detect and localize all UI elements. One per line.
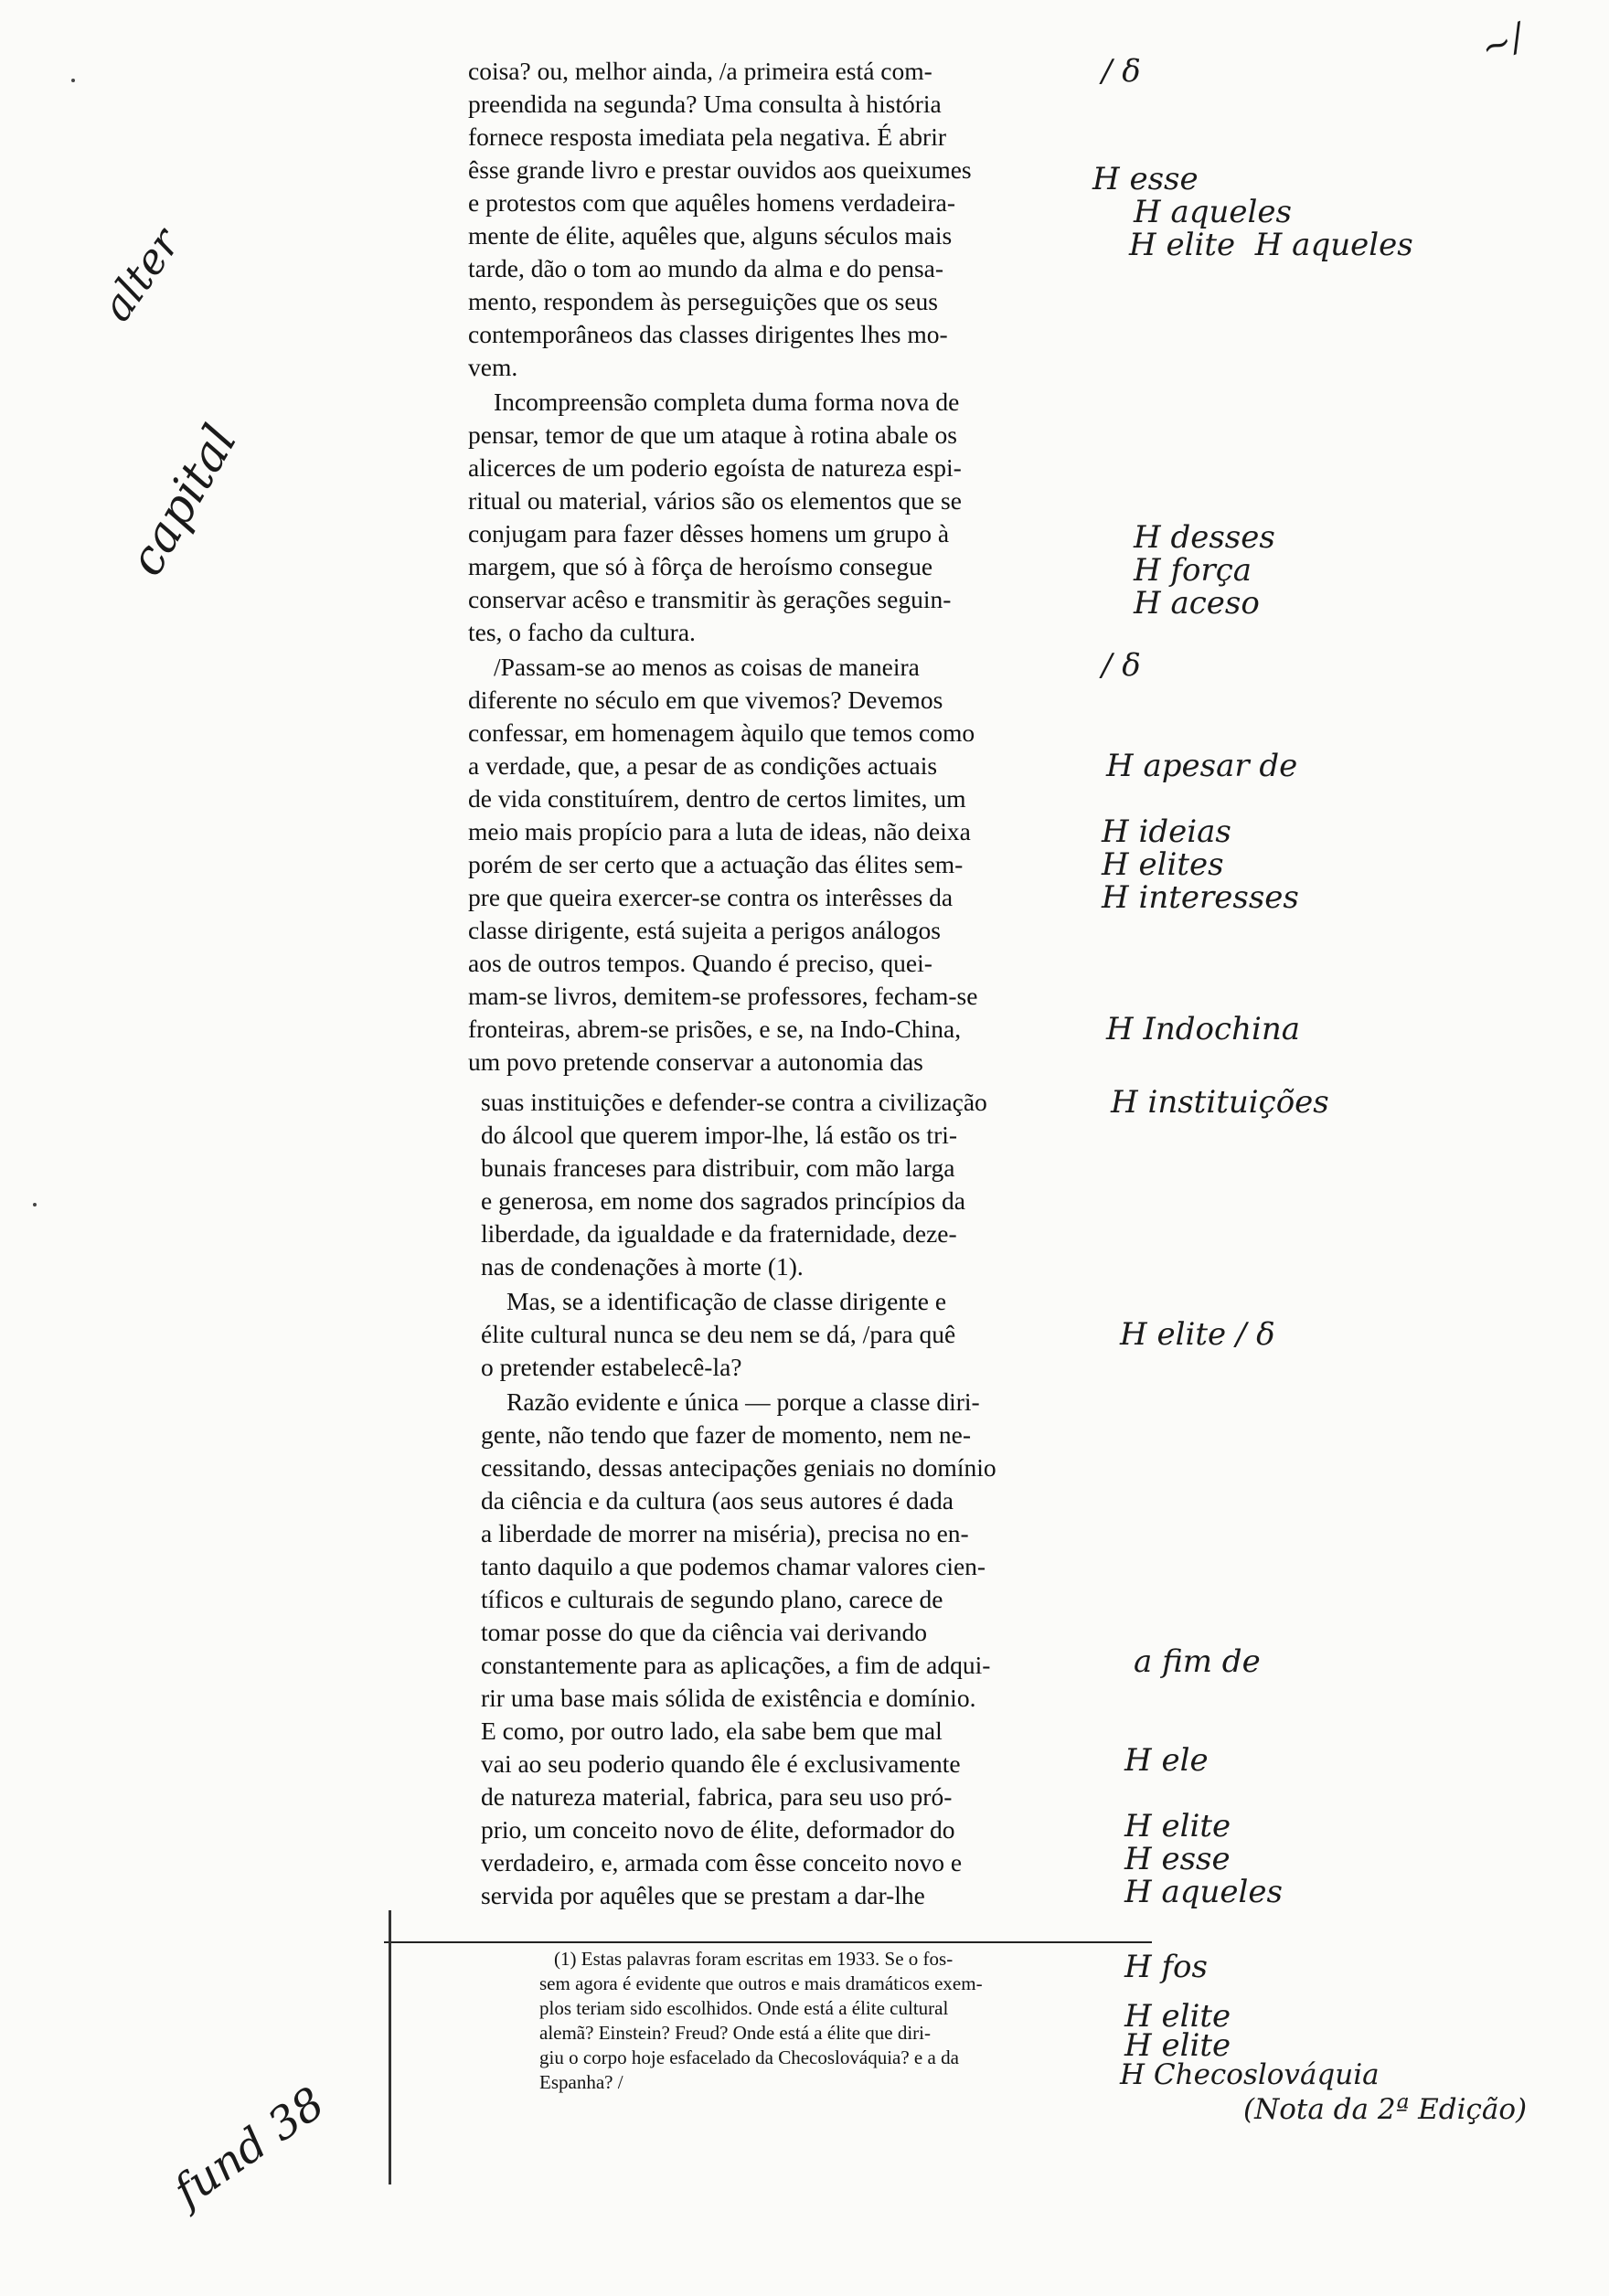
edition-note: (Nota da 2ª Edição) (1243, 2093, 1528, 2126)
margin-correction: / δ (1102, 53, 1141, 90)
text-line: da ciência e da cultura (aos seus autores é dada (481, 1486, 954, 1515)
margin-correction: H aqueles (1124, 1874, 1283, 1910)
text-line: tíficos e culturais de segundo plano, carece de (481, 1585, 943, 1613)
margin-correction: H força (1134, 552, 1252, 589)
text-line: suas instituições e defender-se contra a civilização (481, 1088, 987, 1116)
text-line: margem, que só à fôrça de heroísmo consegue (468, 552, 933, 580)
footnote-line: (1) Estas palavras foram escritas em 1933. Se o fos- (554, 1948, 954, 1970)
text-line: constantemente para as aplicações, a fim de adqui- (481, 1651, 991, 1679)
text-line: conservar acêso e transmitir às gerações seguin- (468, 585, 952, 613)
margin-correction: H Indochina (1106, 1011, 1301, 1047)
text-line: fornece resposta imediata pela negativa. É abrir (468, 122, 947, 151)
text-line: preendida na segunda? Uma consulta à história (468, 90, 942, 118)
margin-correction: H elite (1124, 2027, 1231, 2064)
handwritten-note: alter (91, 219, 190, 330)
text-line: tes, o facho da cultura. (468, 618, 696, 646)
text-line: diferente no século em que vivemos? Devemos (468, 686, 943, 714)
margin-correction: a fim de (1134, 1643, 1261, 1680)
text-line: tarde, dão o tom ao mundo da alma e do pensa- (468, 254, 944, 282)
margin-correction: H elite H aqueles (1129, 227, 1413, 263)
text-line: rir uma base mais sólida de existência e domínio. (481, 1684, 976, 1712)
text-line: mente de élite, aquêles que, alguns séculos mais (468, 221, 953, 250)
margin-correction: H elites (1102, 846, 1224, 883)
margin-correction: H esse (1124, 1841, 1231, 1877)
margin-correction: H fos (1124, 1949, 1208, 1985)
footnote-line: plos teriam sido escolhidos. Onde está a élite cultural (539, 1997, 949, 2019)
text-line: aos de outros tempos. Quando é preciso, quei- (468, 949, 932, 977)
text-line: alicerces de um poderio egoísta de natureza espi- (468, 453, 962, 482)
text-line: Mas, se a identificação de classe dirigente e (506, 1287, 947, 1315)
text-line: confessar, em homenagem àquilo que temos como (468, 718, 975, 747)
text-line: élite cultural nunca se deu nem se dá, /para quê (481, 1320, 956, 1348)
footnote-line: Espanha? / (539, 2071, 623, 2093)
margin-correction: H desses (1134, 519, 1275, 556)
text-line: tomar posse do que da ciência vai derivando (481, 1618, 927, 1646)
margin-correction: H elite (1124, 1998, 1231, 2035)
margin-correction: H elite / δ (1120, 1316, 1275, 1353)
margin-correction: H apesar de (1106, 748, 1298, 784)
margin-correction: H instituições (1111, 1084, 1329, 1121)
speck (33, 1203, 37, 1206)
text-line: gente, não tendo que fazer de momento, nem ne- (481, 1420, 972, 1449)
text-line: a liberdade de morrer na miséria), precisa no en- (481, 1519, 969, 1547)
margin-correction: H ideias (1102, 813, 1231, 850)
text-line: Incompreensão completa duma forma nova de (494, 388, 960, 416)
text-line: e generosa, em nome dos sagrados princípios da (481, 1186, 965, 1215)
text-line: prio, um conceito novo de élite, deformador do (481, 1815, 955, 1844)
footnote-line: alemã? Einstein? Freud? Onde está a élite que diri- (539, 2022, 931, 2044)
text-line: mento, respondem às perseguições que os seus (468, 287, 938, 315)
text-line: ritual ou material, vários são os elementos que se (468, 486, 962, 515)
text-line: o pretender estabelecê-la? (481, 1353, 742, 1381)
text-line: tanto daquilo a que podemos chamar valores cien- (481, 1552, 986, 1580)
text-line: a verdade, que, a pesar de as condições actuais (468, 751, 938, 780)
margin-correction: H interesses (1102, 879, 1299, 916)
margin-correction: H Checoslováquia (1120, 2058, 1380, 2091)
text-line: /Passam-se ao menos as coisas de maneira (494, 653, 920, 681)
margin-correction: / δ (1102, 647, 1141, 684)
text-line: coisa? ou, melhor ainda, /a primeira está com- (468, 57, 932, 85)
text-line: e protestos com que aquêles homens verdadeira- (468, 188, 956, 217)
speck (71, 79, 75, 82)
text-line: fronteiras, abrem-se prisões, e se, na Indo-China, (468, 1015, 962, 1043)
text-line: E como, por outro lado, ela sabe bem que mal (481, 1717, 943, 1745)
text-line: meio mais propício para a luta de ideas, não deixa (468, 817, 971, 845)
margin-correction: H ele (1124, 1742, 1209, 1779)
text-line: do álcool que querem impor-lhe, lá estão os tri- (481, 1121, 958, 1149)
text-line: porém de ser certo que a actuação das élites sem- (468, 850, 964, 878)
text-line: liberdade, da igualdade e da fraternidade, deze- (481, 1219, 957, 1248)
text-line: servida por aquêles que se prestam a dar-lhe (481, 1881, 925, 1909)
text-line: classe dirigente, está sujeita a perigos análogos (468, 916, 941, 944)
margin-correction: H esse (1092, 161, 1199, 197)
text-line: conjugam para fazer dêsses homens um grupo à (468, 519, 950, 547)
text-line: contemporâneos das classes dirigentes lhes mo- (468, 320, 948, 348)
text-line: verdadeiro, e, armada com êsse conceito novo e (481, 1848, 963, 1876)
margin-correction: H aceso (1134, 585, 1260, 622)
text-line: êsse grande livro e prestar ouvidos aos queixumes (468, 155, 972, 184)
margin-bracket (389, 1910, 391, 2184)
corner-mark: ~/ (1475, 16, 1530, 70)
text-line: bunais franceses para distribuir, com mão larga (481, 1153, 955, 1182)
footnote-line: sem agora é evidente que outros e mais dramáticos exem- (539, 1972, 983, 1994)
text-line: vem. (468, 353, 518, 381)
text-line: nas de condenações à morte (1). (481, 1252, 804, 1281)
text-line: pensar, temor de que um ataque à rotina abale os (468, 420, 957, 449)
text-line: de vida constituírem, dentro de certos limites, um (468, 784, 966, 813)
text-line: de natureza material, fabrica, para seu uso pró- (481, 1782, 953, 1811)
footnote-separator (384, 1941, 1152, 1943)
text-line: cessitando, dessas antecipações geniais no domínio (481, 1453, 996, 1482)
handwritten-note: fund 38 (165, 2077, 335, 2217)
margin-correction: H aqueles (1134, 194, 1292, 230)
text-line: um povo pretende conservar a autonomia das (468, 1047, 923, 1076)
text-line: mam-se livros, demitem-se professores, fecham-se (468, 982, 978, 1010)
footnote-line: giu o corpo hoje esfacelado da Checoslováquia? e a da (539, 2046, 959, 2068)
text-line: Razão evidente e única — porque a classe diri- (506, 1387, 980, 1416)
text-line: vai ao seu poderio quando êle é exclusivamente (481, 1749, 961, 1778)
margin-correction: H elite (1124, 1808, 1231, 1844)
text-line: pre que queira exercer-se contra os interêsses da (468, 883, 954, 911)
handwritten-note: capital (119, 416, 249, 585)
